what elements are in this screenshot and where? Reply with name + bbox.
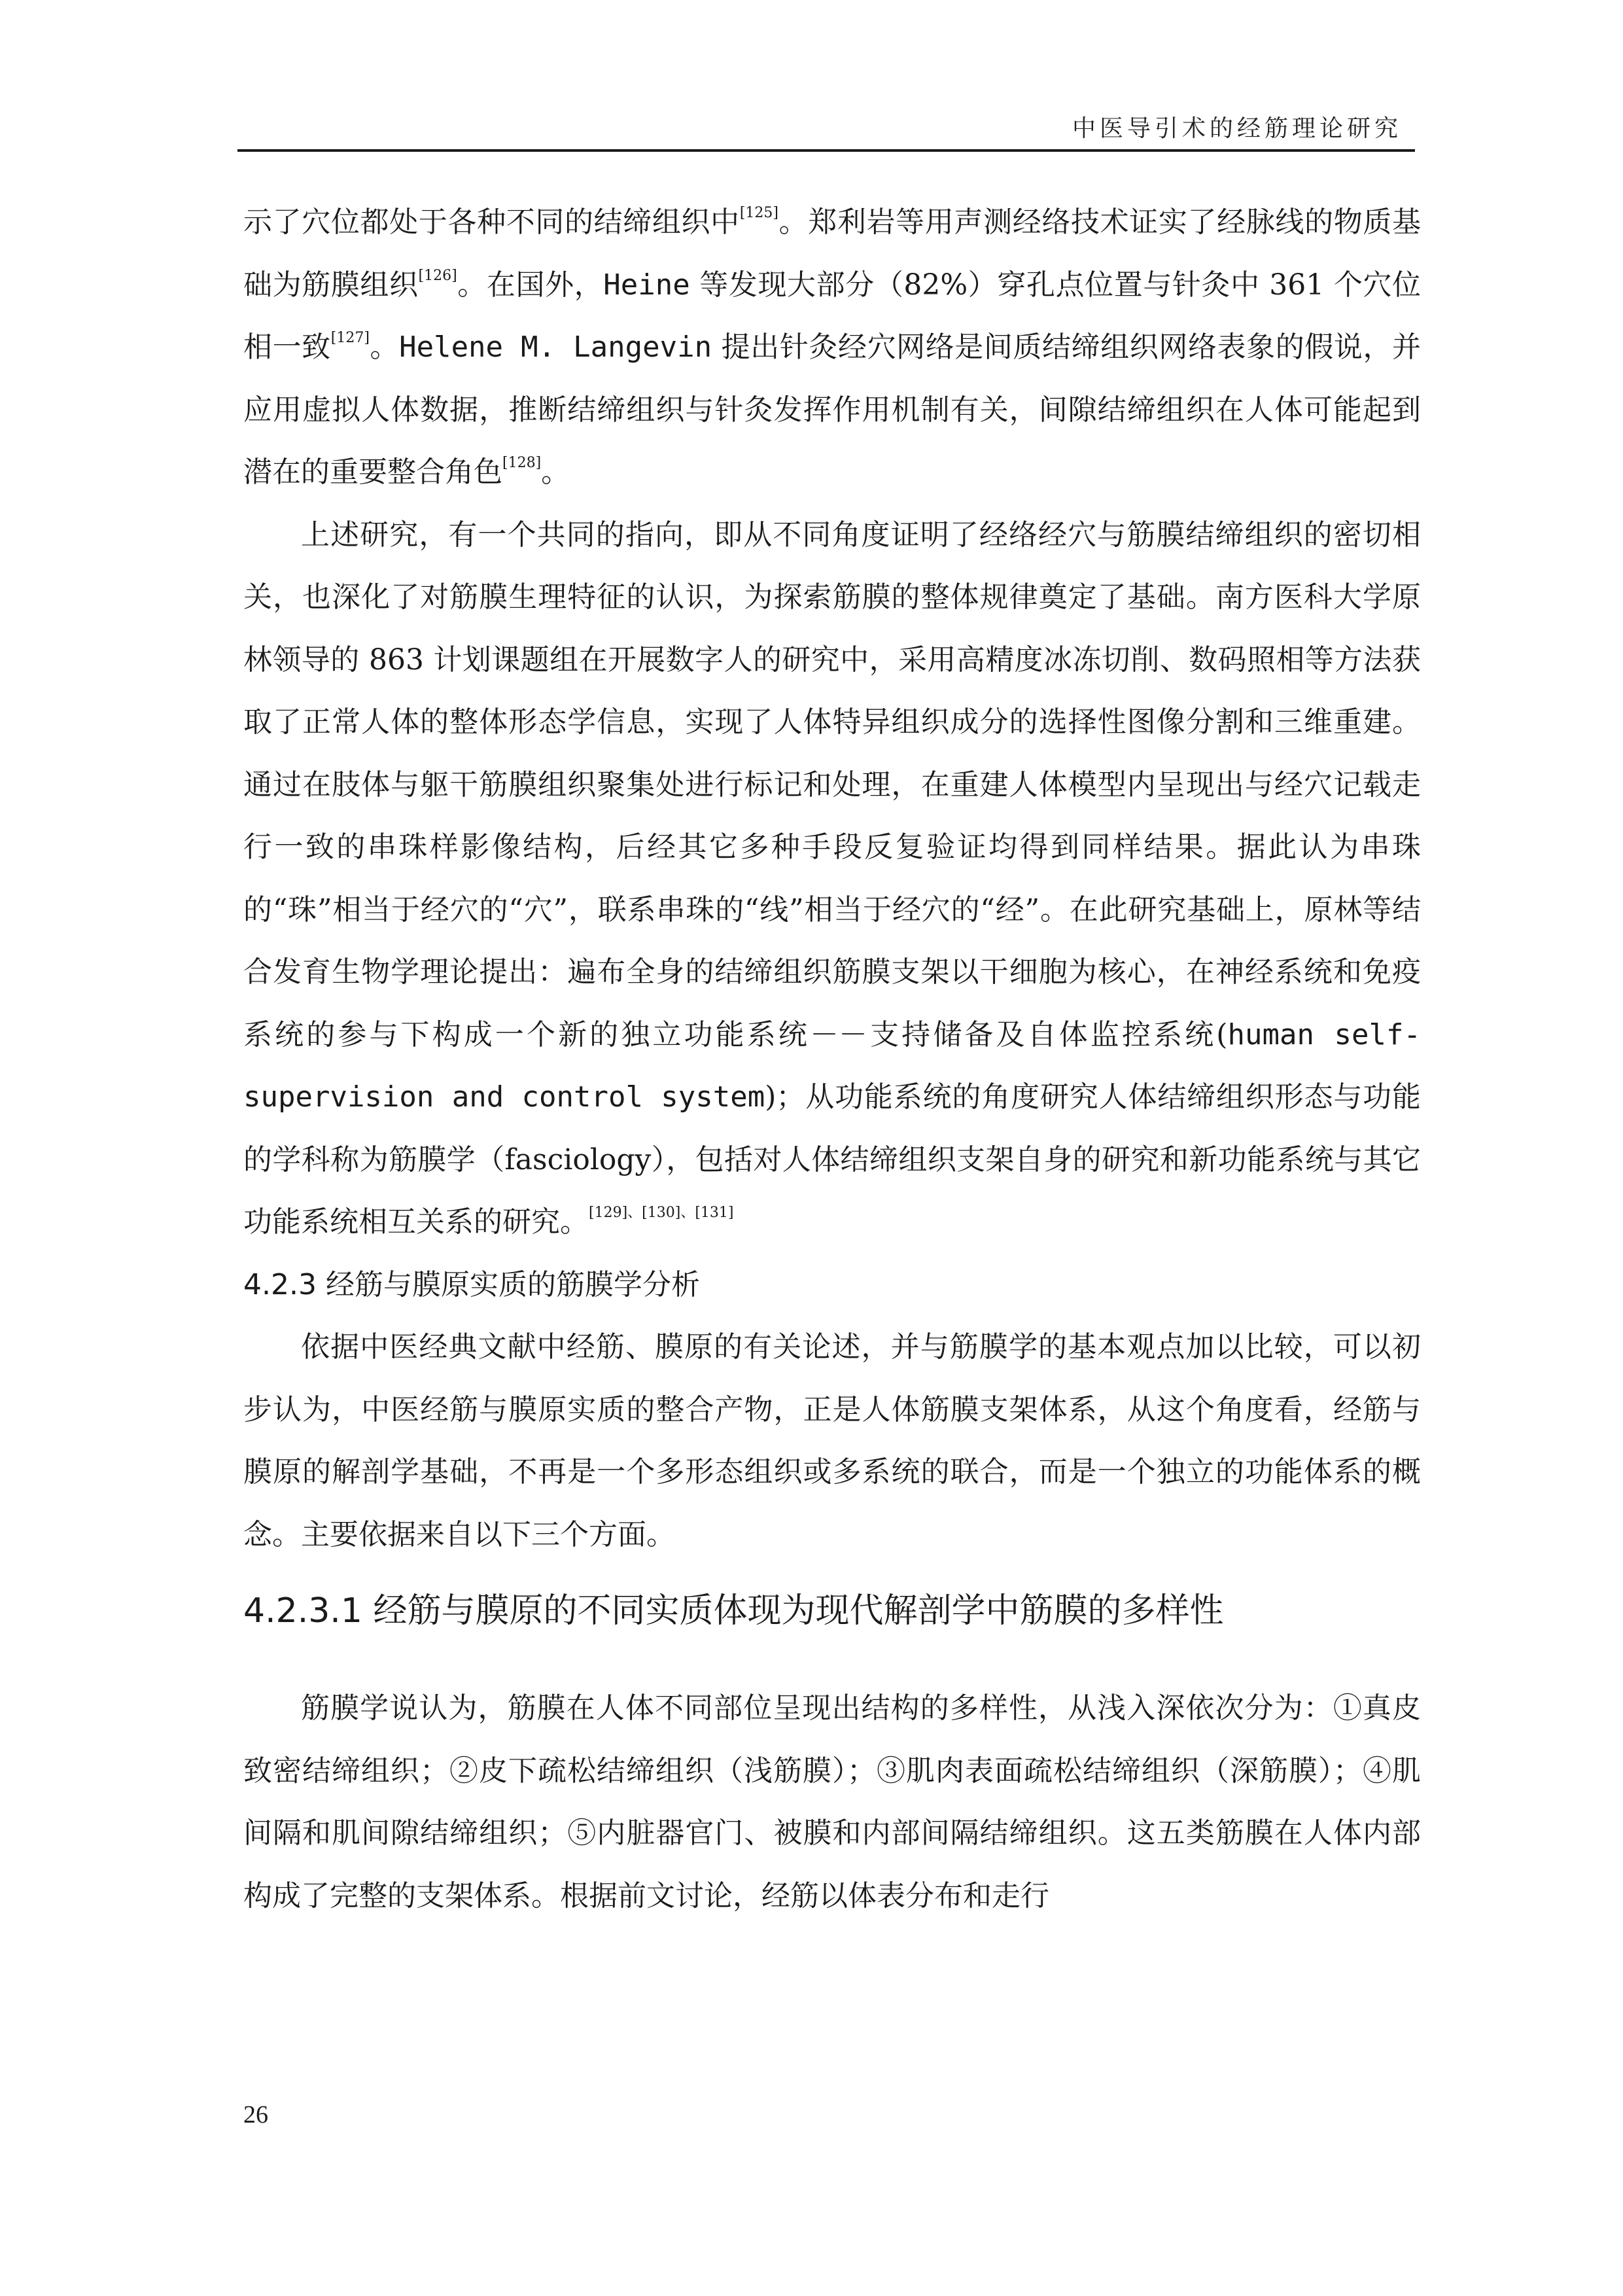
text-run: 等发现大部分（82%）穿孔点位置与针灸中 361 个穴位相一致: [243, 268, 1422, 364]
paragraph-2: [243, 504, 1421, 1254]
text-run-latin: Heine: [603, 268, 690, 302]
text-run: 。郑利岩等用声测经络技术证实了经脉线的物质基础为筋膜组织: [243, 205, 1422, 302]
section-heading-4-2-3-1: 4.2.3.1 经筋与膜原的不同实质体现为现代解剖学中筋膜的多样性: [243, 1591, 1224, 1631]
citation-127: [127]: [330, 330, 370, 346]
running-header: [237, 110, 1415, 152]
paragraph-4: 筋膜学说认为，筋膜在人体不同部位呈现出结构的多样性，从浅入深依次分为：①真皮致密结缔组织；②皮下疏松结缔组织（浅筋膜）；③肌肉表面疏松结缔组织（深筋膜）；④肌间隔和肌间隙结缔组织；⑤内脏器官门、被膜和内部间隔结缔组织。这五类筋膜在人体内部构成了完整的支架体系。根据前文讨论，经筋以体表分布和走行: [243, 1691, 1421, 1913]
text-run: 。: [369, 330, 400, 364]
text-run: 提出针灸经穴网络是间质结缔组织网络表象的假说，并应用虚拟人体数据，推断结缔组织与针灸发挥作用机制有关，间隙结缔组织在人体可能起到潜在的重要整合角色: [243, 330, 1422, 489]
text-run: 。在国外，: [457, 268, 604, 302]
paragraph-3: 依据中医经典文献中经筋、膜原的有关论述，并与筋膜学的基本观点加以比较，可以初步认为，中医经筋与膜原实质的整合产物，正是人体筋膜支架体系，从这个角度看，经筋与膜原的解剖学基础，不再是一个多形态组织或多系统的联合，而是一个独立的功能体系的概念。主要依据来自以下三个方面。: [243, 1330, 1421, 1551]
citation-126: [126]: [418, 267, 457, 284]
text-run-latin: Helene M. Langevin: [399, 330, 712, 364]
text-run: 。: [541, 455, 570, 489]
section-heading-4-2-3: 4.2.3 经筋与膜原实质的筋膜学分析: [243, 1267, 700, 1301]
text-run: 上述研究，有一个共同的指向，即从不同角度证明了经络经穴与筋膜结缔组织的密切相关，也深化了对筋膜生理特征的认识，为探索筋膜的整体规律奠定了基础。南方医科大学原林领导的 863 计划课题组在开展数字人的研究中，采用高精度冰冻切削、数码照相等方法获取了正常人体的整体形态学信息，实现了人体特异组织成分的选择性图像分割和三维重建。通过在肢体与躯干筋膜组织聚集处进行标记和处理，在重建人体模型内呈现出与经穴记载走行一致的串珠样影像结构，后经其它多种手段反复验证均得到同样结果。据此认为串珠的“珠”相当于经穴的“穴”，联系串珠的“线”相当于经穴的“经”。在此研究基础上，原林等结合发育生物学理论提出：遍布全身的结缔组织筋膜支架以干细胞为核心，在神经系统和免疫系统的参与下构成一个新的独立功能系统－－支持储备及自体监控系统(: [243, 518, 1421, 1051]
page-number: 26: [243, 2101, 268, 2128]
running-title: 中医导引术的经筋理论研究: [1072, 115, 1402, 142]
citation-128: [128]: [502, 455, 542, 471]
paragraph-1: [243, 191, 1421, 504]
text-run-latin: human self-supervision and control system: [243, 1017, 1421, 1114]
text-run: 示了穴位都处于各种不同的结缔组织中: [243, 205, 740, 239]
citation-125: [125]: [739, 205, 778, 221]
citation-129-131: [129]、[130]、[131]: [589, 1205, 734, 1221]
text-run: )；从功能系统的角度研究人体结缔组织形态与功能的学科称为筋膜学（fasciology），包括对人体结缔组织支架自身的研究和新功能系统与其它功能系统相互关系的研究。: [243, 1080, 1421, 1239]
page-body: [243, 191, 1421, 1927]
